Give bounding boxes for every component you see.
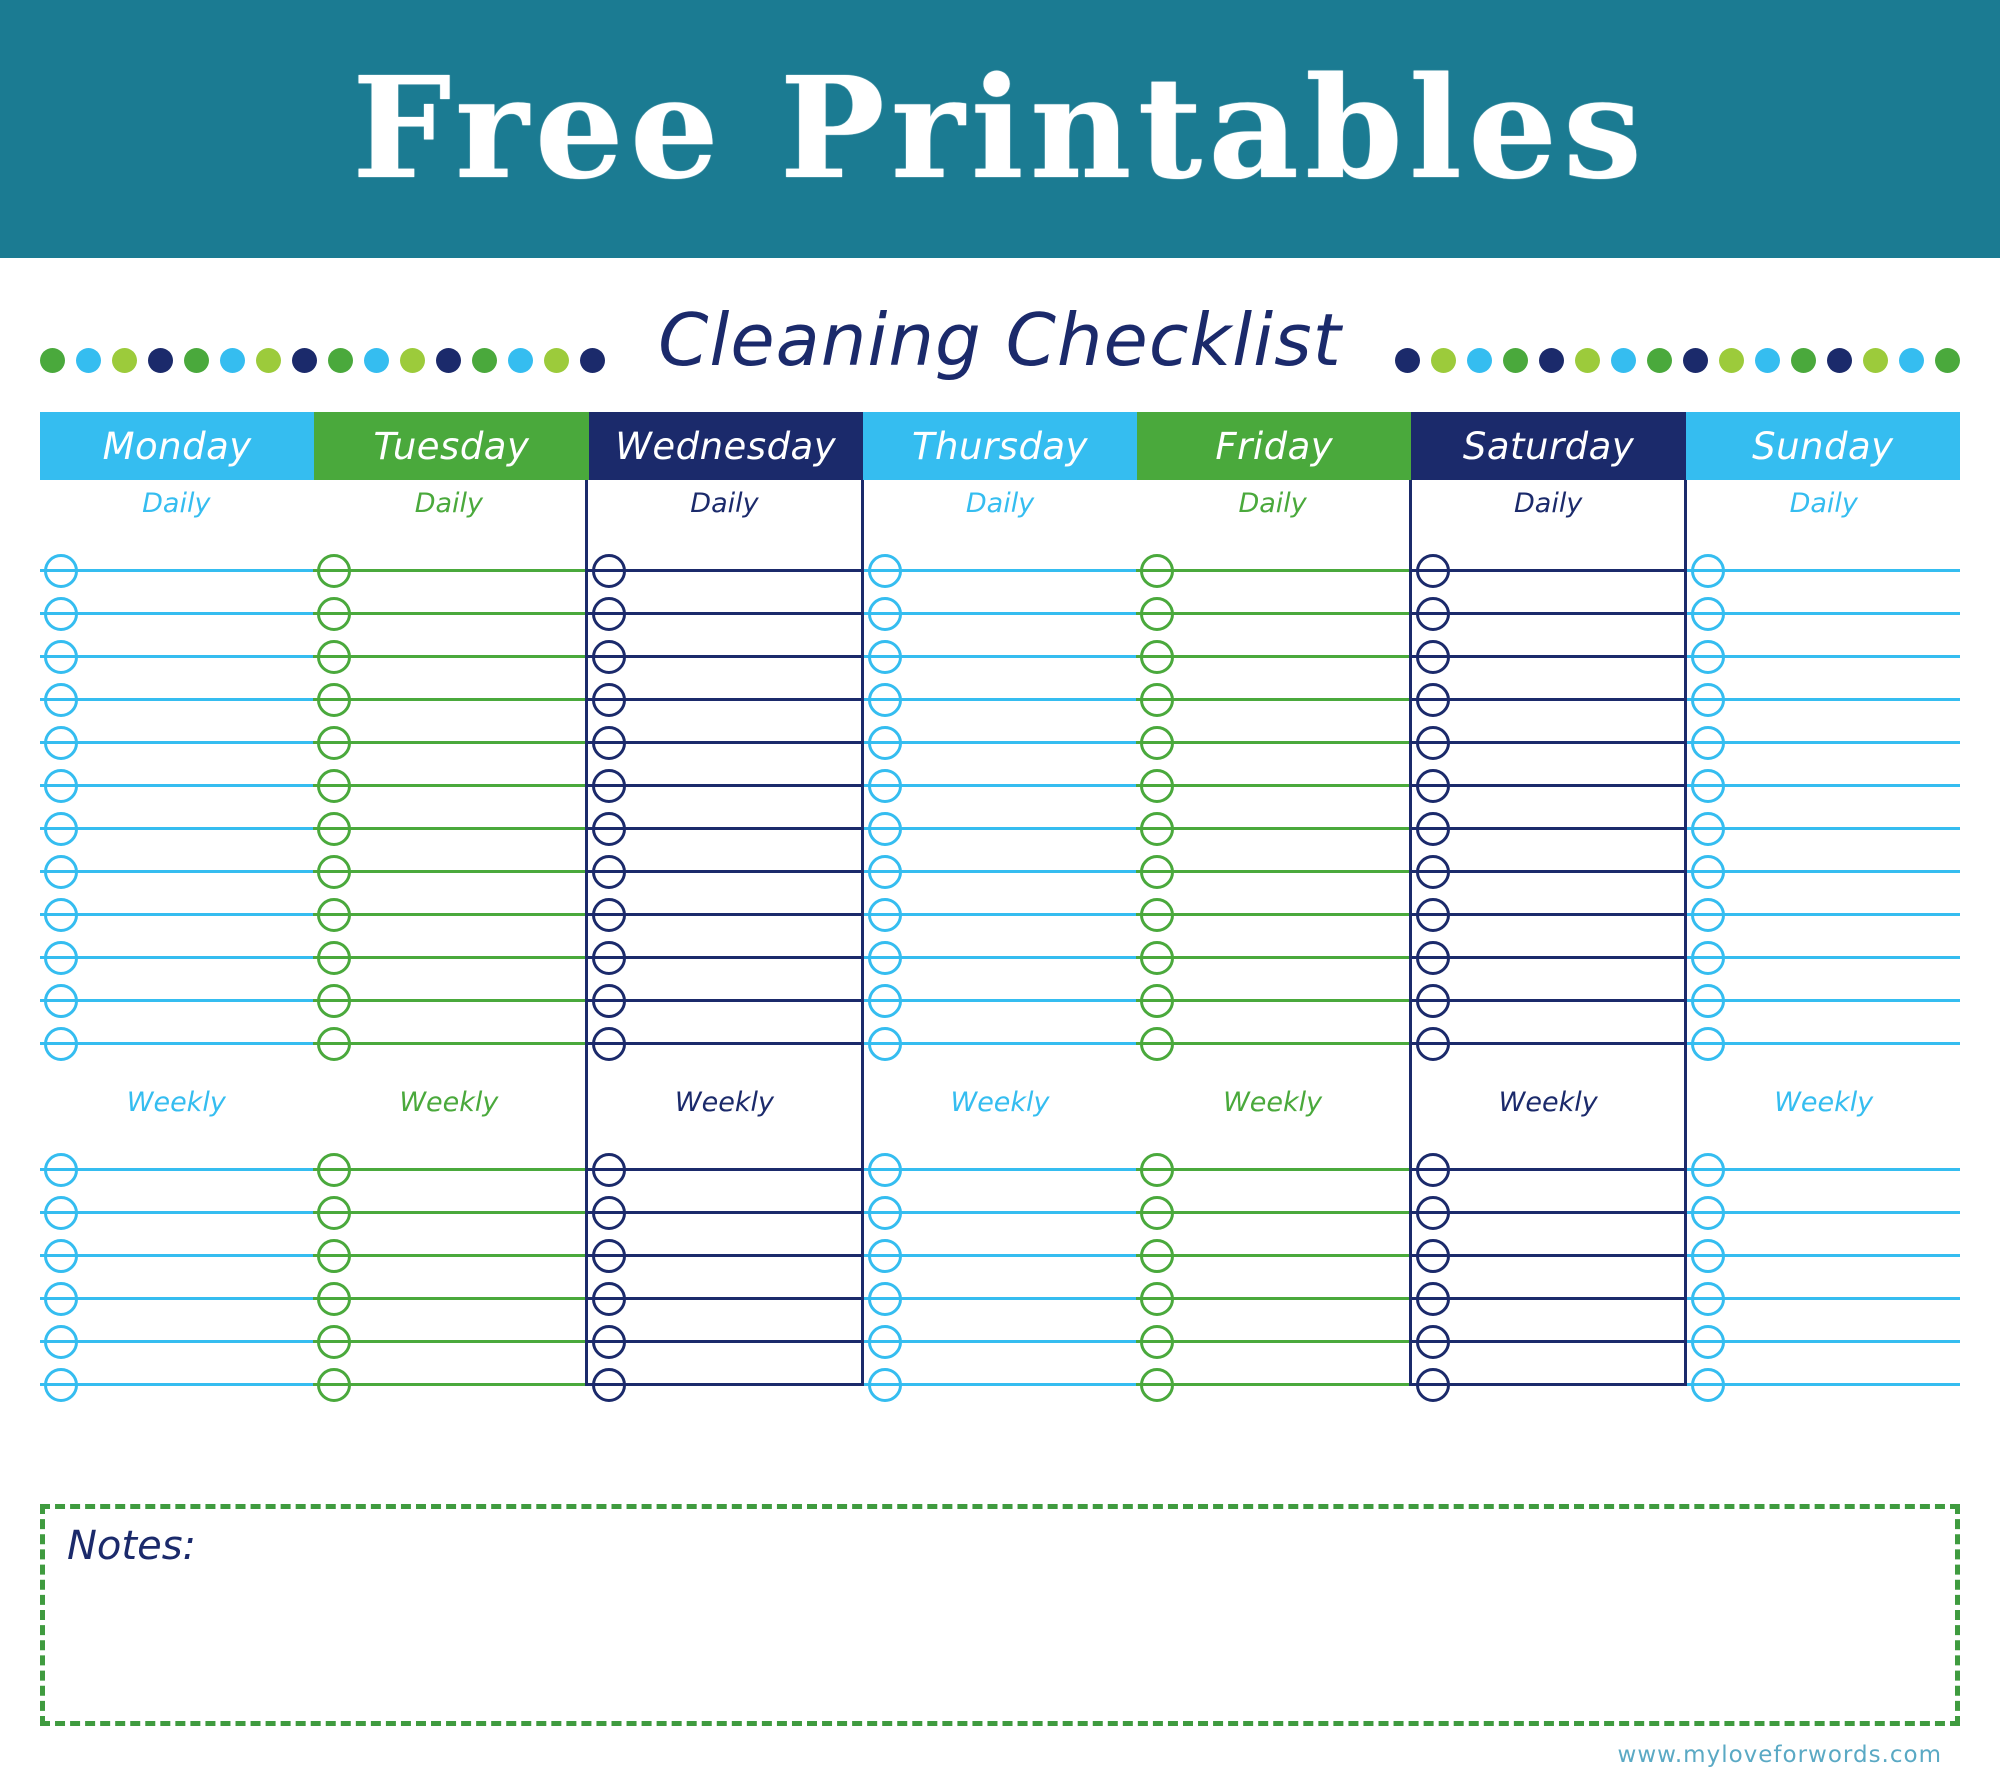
task-checkbox-circle[interactable] <box>1416 1027 1450 1061</box>
decorative-dots-right <box>1395 308 1960 373</box>
task-rows-weekly <box>313 1128 586 1386</box>
task-row[interactable] <box>1412 787 1685 830</box>
task-row[interactable] <box>313 1257 586 1300</box>
decorative-dot <box>1467 348 1492 373</box>
decorative-dot <box>436 348 461 373</box>
task-row[interactable] <box>1136 744 1409 787</box>
task-row[interactable] <box>1687 1002 1960 1045</box>
section-label-daily-sunday: Daily <box>1789 488 1858 519</box>
task-rows-daily <box>588 529 861 1045</box>
task-row[interactable] <box>588 787 861 830</box>
page-banner <box>0 0 2000 258</box>
day-header-sunday: Sunday <box>1686 412 1960 480</box>
task-row[interactable] <box>1136 873 1409 916</box>
task-row[interactable] <box>40 1257 313 1300</box>
task-row[interactable] <box>1687 572 1960 615</box>
decorative-dot <box>1827 348 1852 373</box>
day-header-friday: Friday <box>1137 412 1411 480</box>
task-row[interactable] <box>864 916 1137 959</box>
decorative-dot <box>1575 348 1600 373</box>
task-row[interactable] <box>1687 744 1960 787</box>
task-row[interactable] <box>1412 1171 1685 1214</box>
section-label-daily-tuesday: Daily <box>414 488 484 519</box>
task-row[interactable] <box>864 701 1137 744</box>
section-gap <box>1136 1045 1409 1079</box>
task-row[interactable] <box>1136 529 1409 572</box>
decorative-dot <box>1935 348 1960 373</box>
task-row[interactable] <box>1412 1343 1685 1386</box>
task-row[interactable] <box>40 701 313 744</box>
task-row[interactable] <box>864 873 1137 916</box>
day-column-tuesday <box>313 480 586 1386</box>
task-row[interactable] <box>1412 1300 1685 1343</box>
task-row[interactable] <box>40 658 313 701</box>
checklist-sheet <box>0 258 2000 1786</box>
task-row[interactable] <box>864 1171 1137 1214</box>
decorative-dot <box>112 348 137 373</box>
task-checkbox-circle[interactable] <box>44 1368 78 1402</box>
decorative-dot <box>544 348 569 373</box>
task-row[interactable] <box>1412 701 1685 744</box>
section-label-daily-wednesday: Daily <box>690 488 759 519</box>
task-row[interactable] <box>1136 572 1409 615</box>
decorative-dot <box>1719 348 1744 373</box>
task-checkbox-circle[interactable] <box>868 1027 902 1061</box>
task-row[interactable] <box>864 1002 1137 1045</box>
task-row[interactable] <box>313 830 586 873</box>
decorative-dot <box>1539 348 1564 373</box>
task-row[interactable] <box>1136 1214 1409 1257</box>
section-gap <box>1687 1045 1960 1079</box>
section-label-weekly-monday: Weekly <box>126 1087 226 1118</box>
decorative-dot <box>1899 348 1924 373</box>
task-row[interactable] <box>588 658 861 701</box>
task-row[interactable] <box>588 529 861 572</box>
banner-title: Free Printables <box>352 47 1648 211</box>
task-row[interactable] <box>1412 1257 1685 1300</box>
task-row[interactable] <box>313 959 586 1002</box>
task-row[interactable] <box>588 1257 861 1300</box>
task-row[interactable] <box>313 529 586 572</box>
task-row[interactable] <box>313 787 586 830</box>
task-row[interactable] <box>1136 1002 1409 1045</box>
task-row[interactable] <box>1412 873 1685 916</box>
task-write-line[interactable] <box>313 1383 586 1386</box>
task-row[interactable] <box>1687 830 1960 873</box>
task-row[interactable] <box>588 873 861 916</box>
day-header-saturday: Saturday <box>1411 412 1685 480</box>
task-row[interactable] <box>1412 529 1685 572</box>
checklist-title: Cleaning Checklist <box>658 298 1342 382</box>
task-rows-weekly <box>864 1128 1137 1386</box>
task-row[interactable] <box>1136 1257 1409 1300</box>
decorative-dot <box>1863 348 1888 373</box>
task-row[interactable] <box>864 1300 1137 1343</box>
task-row[interactable] <box>1412 916 1685 959</box>
day-column-monday <box>40 480 313 1386</box>
task-row[interactable] <box>313 572 586 615</box>
task-write-line[interactable] <box>588 1383 861 1386</box>
task-row[interactable] <box>588 830 861 873</box>
task-row[interactable] <box>864 658 1137 701</box>
task-row[interactable] <box>40 1300 313 1343</box>
task-row[interactable] <box>1136 701 1409 744</box>
task-checkbox-circle[interactable] <box>1416 1368 1450 1402</box>
day-column-thursday <box>864 480 1137 1386</box>
decorative-dot <box>580 348 605 373</box>
task-write-line[interactable] <box>1412 1042 1685 1045</box>
task-row[interactable] <box>40 615 313 658</box>
day-header-wednesday: Wednesday <box>589 412 863 480</box>
section-label-weekly-saturday: Weekly <box>1498 1087 1598 1118</box>
day-header-monday: Monday <box>40 412 314 480</box>
task-row[interactable] <box>1687 873 1960 916</box>
task-row[interactable] <box>1687 1128 1960 1171</box>
decorative-dot <box>184 348 209 373</box>
task-row[interactable] <box>1687 1257 1960 1300</box>
task-row[interactable] <box>40 572 313 615</box>
task-row[interactable] <box>588 1214 861 1257</box>
day-column-saturday <box>1409 480 1688 1386</box>
task-row[interactable] <box>1136 959 1409 1002</box>
section-gap <box>40 1045 313 1079</box>
task-row[interactable] <box>1136 916 1409 959</box>
decorative-dot <box>1791 348 1816 373</box>
task-write-line[interactable] <box>40 1383 313 1386</box>
task-row[interactable] <box>40 873 313 916</box>
task-row[interactable] <box>1136 1128 1409 1171</box>
task-row[interactable] <box>588 1171 861 1214</box>
section-gap <box>588 1045 861 1079</box>
task-row[interactable] <box>313 1214 586 1257</box>
section-gap <box>313 1045 586 1079</box>
decorative-dot <box>508 348 533 373</box>
section-label-daily-saturday: Daily <box>1514 488 1583 519</box>
task-row[interactable] <box>1412 1002 1685 1045</box>
task-row[interactable] <box>1687 787 1960 830</box>
task-row[interactable] <box>1687 1171 1960 1214</box>
task-row[interactable] <box>864 830 1137 873</box>
decorative-dot <box>256 348 281 373</box>
task-row[interactable] <box>1412 572 1685 615</box>
task-row[interactable] <box>40 1171 313 1214</box>
task-row[interactable] <box>864 959 1137 1002</box>
section-gap <box>864 1045 1137 1079</box>
task-row[interactable] <box>40 1128 313 1171</box>
task-rows-weekly <box>1136 1128 1409 1386</box>
decorative-dot <box>472 348 497 373</box>
task-write-line[interactable] <box>588 1042 861 1045</box>
task-row[interactable] <box>1412 830 1685 873</box>
task-checkbox-circle[interactable] <box>317 1368 351 1402</box>
task-row[interactable] <box>313 658 586 701</box>
task-row[interactable] <box>588 615 861 658</box>
task-row[interactable] <box>1687 1214 1960 1257</box>
task-row[interactable] <box>1687 529 1960 572</box>
task-row[interactable] <box>313 1343 586 1386</box>
task-write-line[interactable] <box>1136 1042 1409 1045</box>
decorative-dot <box>148 348 173 373</box>
task-row[interactable] <box>588 959 861 1002</box>
decorative-dot <box>220 348 245 373</box>
decorative-dot <box>76 348 101 373</box>
task-rows-daily <box>40 529 313 1045</box>
task-row[interactable] <box>864 529 1137 572</box>
task-row[interactable] <box>1412 1214 1685 1257</box>
decorative-dot <box>1503 348 1528 373</box>
task-checkbox-circle[interactable] <box>1140 1368 1174 1402</box>
decorative-dot <box>292 348 317 373</box>
title-row <box>40 258 1960 408</box>
task-row[interactable] <box>40 1343 313 1386</box>
task-row[interactable] <box>1687 615 1960 658</box>
task-row[interactable] <box>313 1128 586 1171</box>
task-write-line[interactable] <box>1687 1042 1960 1045</box>
task-row[interactable] <box>588 572 861 615</box>
task-row[interactable] <box>313 1002 586 1045</box>
task-row[interactable] <box>313 744 586 787</box>
task-row[interactable] <box>313 916 586 959</box>
task-write-line[interactable] <box>1136 1383 1409 1386</box>
task-row[interactable] <box>864 572 1137 615</box>
task-row[interactable] <box>864 787 1137 830</box>
notes-label: Notes: <box>67 1523 197 1569</box>
task-row[interactable] <box>864 1343 1137 1386</box>
task-write-line[interactable] <box>864 1042 1137 1045</box>
task-row[interactable] <box>40 916 313 959</box>
day-column-sunday <box>1687 480 1960 1386</box>
task-row[interactable] <box>588 1343 861 1386</box>
task-row[interactable] <box>588 1300 861 1343</box>
task-row[interactable] <box>864 615 1137 658</box>
section-label-weekly-tuesday: Weekly <box>399 1087 499 1118</box>
decorative-dot <box>400 348 425 373</box>
task-checkbox-circle[interactable] <box>868 1368 902 1402</box>
task-row[interactable] <box>588 744 861 787</box>
task-rows-daily <box>1136 529 1409 1045</box>
task-write-line[interactable] <box>313 1042 586 1045</box>
decorative-dot <box>1683 348 1708 373</box>
decorative-dot <box>40 348 65 373</box>
section-label-weekly-thursday: Weekly <box>950 1087 1050 1118</box>
task-row[interactable] <box>1687 658 1960 701</box>
task-checkbox-circle[interactable] <box>1691 1368 1725 1402</box>
task-row[interactable] <box>40 959 313 1002</box>
task-row[interactable] <box>40 744 313 787</box>
task-row[interactable] <box>588 916 861 959</box>
task-row[interactable] <box>1687 701 1960 744</box>
task-write-line[interactable] <box>1687 1383 1960 1386</box>
task-row[interactable] <box>588 1002 861 1045</box>
task-rows-weekly <box>1412 1128 1685 1386</box>
task-row[interactable] <box>1136 1171 1409 1214</box>
footer-url: www.myloveforwords.com <box>1617 1742 1942 1768</box>
task-checkbox-circle[interactable] <box>592 1368 626 1402</box>
section-label-daily-thursday: Daily <box>965 488 1035 519</box>
notes-box[interactable] <box>40 1504 1960 1726</box>
day-header-tuesday: Tuesday <box>314 412 588 480</box>
section-label-daily-friday: Daily <box>1238 488 1307 519</box>
decorative-dot <box>1647 348 1672 373</box>
task-write-line[interactable] <box>40 1042 313 1045</box>
decorative-dot <box>1611 348 1636 373</box>
task-row[interactable] <box>40 787 313 830</box>
task-write-line[interactable] <box>864 1383 1137 1386</box>
day-header-thursday: Thursday <box>863 412 1137 480</box>
day-column-friday <box>1136 480 1409 1386</box>
decorative-dot <box>1755 348 1780 373</box>
task-row[interactable] <box>864 1214 1137 1257</box>
task-row[interactable] <box>40 529 313 572</box>
task-row[interactable] <box>1412 658 1685 701</box>
task-rows-daily <box>864 529 1137 1045</box>
task-row[interactable] <box>1136 615 1409 658</box>
task-row[interactable] <box>313 873 586 916</box>
section-label-weekly-sunday: Weekly <box>1774 1087 1874 1118</box>
section-gap <box>1412 1045 1685 1079</box>
task-row[interactable] <box>1687 959 1960 1002</box>
task-row[interactable] <box>1136 658 1409 701</box>
task-checkbox-circle[interactable] <box>592 1027 626 1061</box>
decorative-dot <box>364 348 389 373</box>
section-label-weekly-friday: Weekly <box>1223 1087 1323 1118</box>
task-row[interactable] <box>40 830 313 873</box>
task-row[interactable] <box>588 701 861 744</box>
task-rows-weekly <box>1687 1128 1960 1386</box>
task-row[interactable] <box>864 1257 1137 1300</box>
task-checkbox-circle[interactable] <box>44 1027 78 1061</box>
task-row[interactable] <box>1136 1300 1409 1343</box>
section-label-weekly-wednesday: Weekly <box>674 1087 774 1118</box>
task-row[interactable] <box>313 615 586 658</box>
task-row[interactable] <box>1687 1343 1960 1386</box>
task-row[interactable] <box>313 1300 586 1343</box>
task-row[interactable] <box>40 1214 313 1257</box>
task-row[interactable] <box>1412 744 1685 787</box>
day-column-wednesday <box>585 480 864 1386</box>
task-rows-weekly <box>40 1128 313 1386</box>
task-row[interactable] <box>1412 1128 1685 1171</box>
decorative-dots-left <box>40 308 605 373</box>
task-row[interactable] <box>1687 916 1960 959</box>
decorative-dot <box>1395 348 1420 373</box>
task-rows-weekly <box>588 1128 861 1386</box>
task-row[interactable] <box>313 701 586 744</box>
task-row[interactable] <box>1136 830 1409 873</box>
task-row[interactable] <box>864 744 1137 787</box>
section-label-daily-monday: Daily <box>142 488 211 519</box>
checklist-grid <box>40 480 1960 1386</box>
task-row[interactable] <box>1136 787 1409 830</box>
task-row[interactable] <box>40 1002 313 1045</box>
day-header-row <box>40 412 1960 480</box>
decorative-dot <box>1431 348 1456 373</box>
task-checkbox-circle[interactable] <box>317 1027 351 1061</box>
task-row[interactable] <box>1412 615 1685 658</box>
task-row[interactable] <box>864 1128 1137 1171</box>
decorative-dot <box>328 348 353 373</box>
task-rows-daily <box>1412 529 1685 1045</box>
task-row[interactable] <box>588 1128 861 1171</box>
task-row[interactable] <box>1687 1300 1960 1343</box>
task-row[interactable] <box>313 1171 586 1214</box>
task-rows-daily <box>313 529 586 1045</box>
task-row[interactable] <box>1136 1343 1409 1386</box>
task-rows-daily <box>1687 529 1960 1045</box>
task-row[interactable] <box>1412 959 1685 1002</box>
task-write-line[interactable] <box>1412 1383 1685 1386</box>
